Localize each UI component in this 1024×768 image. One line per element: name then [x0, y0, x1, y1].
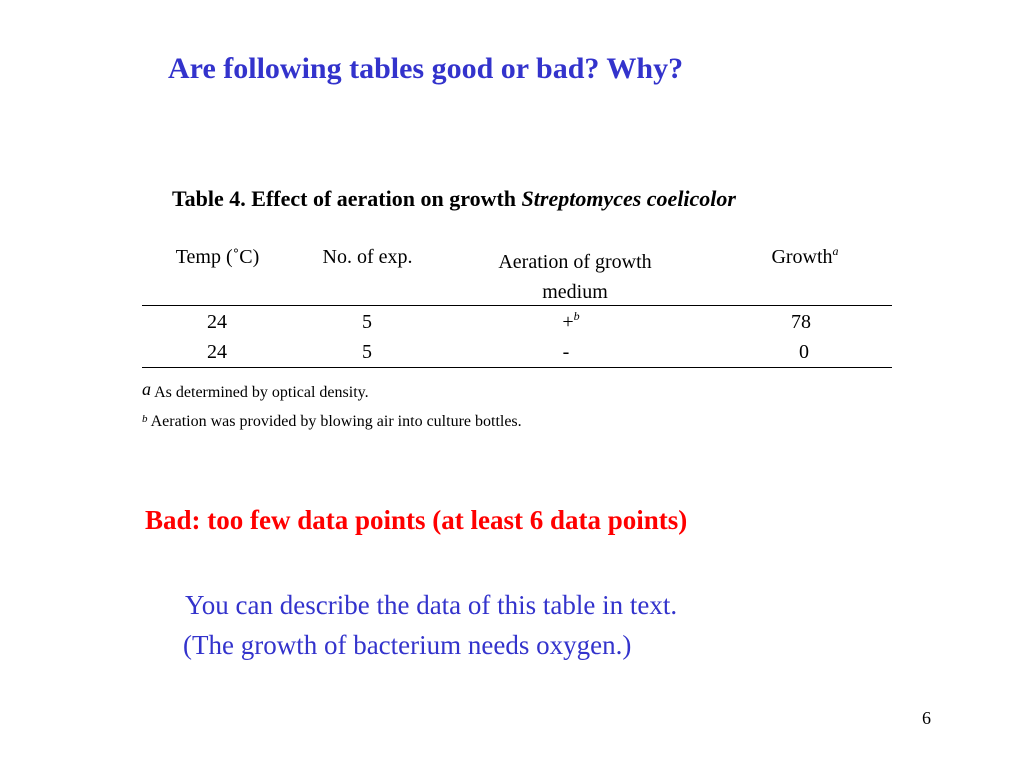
footnote-b-text: Aeration was provided by blowing air into culture bottles. — [150, 413, 522, 430]
explanation-line1: You can describe the data of this table in text. — [185, 590, 678, 620]
verdict-text: Bad: too few data points (at least 6 data points) — [145, 505, 688, 535]
table-cell-aeration — [531, 311, 611, 334]
table-top-rule — [142, 305, 892, 306]
header-aeration-line1: Aeration of growth — [498, 251, 652, 273]
footnote-a-text: As determined by optical density. — [154, 384, 369, 401]
table-cell-experiments: 5 — [362, 311, 372, 333]
header-growth — [750, 246, 860, 269]
header-aeration-line2: medium — [542, 281, 608, 303]
header-temp: Temp (˚C) — [175, 246, 260, 268]
explanation-line2: (The growth of bacterium needs oxygen.) — [183, 630, 632, 660]
slide-title: Are following tables good or bad? Why? — [168, 52, 684, 85]
header-experiments: No. of exp. — [322, 246, 413, 268]
caption-prefix: Table 4. Effect of aeration on growth — [172, 186, 522, 211]
page-number: 6 — [922, 708, 931, 728]
header-aeration — [465, 247, 685, 307]
table-cell-experiments: 5 — [362, 341, 372, 363]
table-bottom-rule — [142, 367, 892, 368]
caption-species: Streptomyces coelicolor — [521, 186, 736, 211]
table-cell-temp: 24 — [207, 341, 227, 363]
footnote-a — [142, 379, 369, 402]
table-cell-aeration: - — [562, 341, 570, 363]
table-caption — [172, 186, 736, 212]
footnote-b-mark: b — [142, 413, 148, 425]
footnote-a-mark: a — [142, 379, 151, 399]
footnote-b — [142, 413, 522, 431]
table-cell-growth: 78 — [791, 311, 811, 333]
aeration-value: + — [562, 311, 574, 333]
table-cell-growth: 0 — [799, 341, 809, 363]
header-growth-note-mark: a — [832, 244, 839, 258]
header-growth-label: Growth — [771, 246, 833, 268]
aeration-note-mark: b — [573, 309, 580, 323]
table-cell-temp: 24 — [207, 311, 227, 333]
